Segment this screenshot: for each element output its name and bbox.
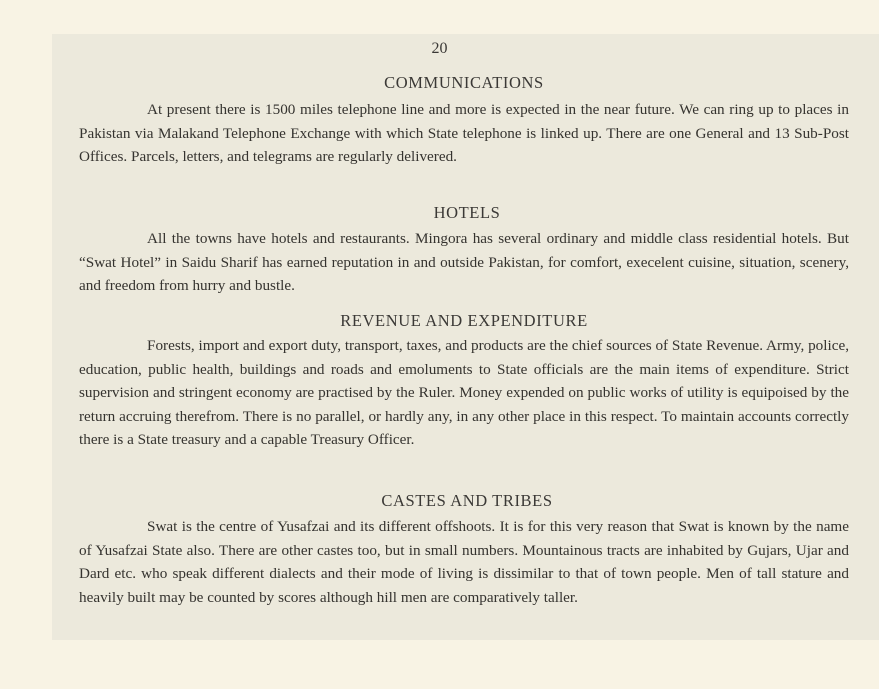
- section-heading: COMMUNICATIONS: [384, 73, 544, 92]
- section-paragraph: Swat is the centre of Yusafzai and its different offshoots. It is for this very reason that Swat is known by the name of Yusafzai State also. There are other castes too, but in small numbers. Mountainous tracts are inhabited by Gujars, Ujar and Dard etc. who speak different dialects and their mode of living is dissimilar to that of town people. Men of tall stature and heavily built may be counted by scores although hill men are comparatively taller.: [79, 518, 849, 606]
- section-paragraph: At present there is 1500 miles telephone line and more is expected in the near future. We can ring up to places in Pakistan via Malakand Telephone Exchange with which State telephone is linked up. There are one General and 13 Sub-Post Offices. Parcels, letters, and telegrams are regularly delivered.: [79, 101, 849, 166]
- section-paragraph: All the towns have hotels and restaurants. Mingora has several ordinary and middle class residential hotels. But “Swat Hotel” in Saidu Sharif has earned reputation in and outside Pakistan, for comfort, execelent cuisine, situation, scenery, and freedom from hurry and bustle.: [79, 230, 849, 295]
- section-paragraph: Forests, import and export duty, transport, taxes, and products are the chief sources of State Revenue. Army, police, education, public health, buildings and roads and emoluments to State officials are the main items of expenditure. Strict supervision and stringent economy are practised by the Ruler. Money expended on public works of utility is equipoised by the return accruing therefrom. There is no parallel, or hardly any, in any other place in this respect. To maintain accounts correctly there is a State treasury and a capable Treasury Officer.: [79, 337, 849, 449]
- section-heading: REVENUE AND EXPENDITURE: [340, 311, 588, 330]
- page-number: 20: [431, 40, 448, 57]
- section-hotels: [79, 203, 849, 298]
- section-heading: HOTELS: [433, 203, 501, 222]
- section-heading: CASTES AND TRIBES: [381, 491, 553, 510]
- section-communications: [79, 73, 849, 169]
- section-castes-tribes: [79, 491, 849, 609]
- section-revenue-expenditure: [79, 311, 849, 452]
